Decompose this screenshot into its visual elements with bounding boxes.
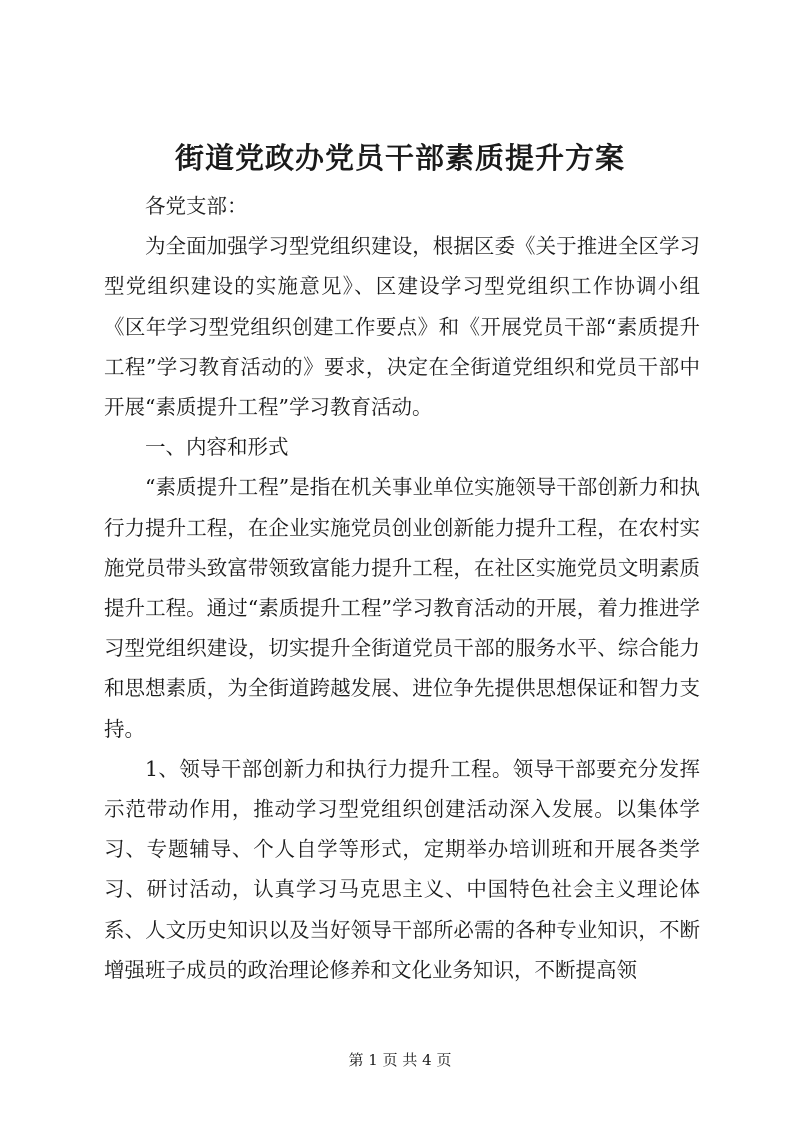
page-footer: 第 1 页 共 4 页 (348, 1051, 452, 1069)
document-body (104, 186, 700, 990)
paragraph-intro: 为全面加强学习型党组织建设，根据区委《关于推进全区学习型党组织建设的实施意见》、区建设学习型党组织工作协调小组《区年学习型党组织创建工作要点》和《开展党员干部“素质提升工程”学习教育活动的》要求，决定在全街道党组织和党员干部中开展“素质提升工程”学习教育活动。 (104, 234, 700, 420)
paragraph-item-1: 1、领导干部创新力和执行力提升工程。领导干部要充分发挥示范带动作用，推动学习型党组织创建活动深入发展。以集体学习、专题辅导、个人自学等形式，定期举办培训班和开展各类学习、研讨活动，认真学习马克思主义、中国特色社会主义理论体系、人文历史知识以及当好领导干部所必需的各种专业知识，不断增强班子成员的政治理论修养和文化业务知识，不断提高领 (104, 756, 700, 982)
document-title: 街道党政办党员干部素质提升方案 (174, 141, 625, 175)
salutation: 各党支部： (145, 194, 248, 218)
section-heading: 一、内容和形式 (145, 435, 289, 460)
paragraph-definition: “素质提升工程”是指在机关事业单位实施领导干部创新力和执行力提升工程，在企业实施党员创业创新能力提升工程，在农村实施党员带头致富带领致富能力提升工程，在社区实施党员文明素质提升工程。通过“素质提升工程”学习教育活动的开展，着力推进学习型党组织建设，切实提升全街道党员干部的服务水平、综合能力和思想素质，为全街道跨越发展、进位争先提供思想保证和智力支持。 (104, 475, 700, 741)
